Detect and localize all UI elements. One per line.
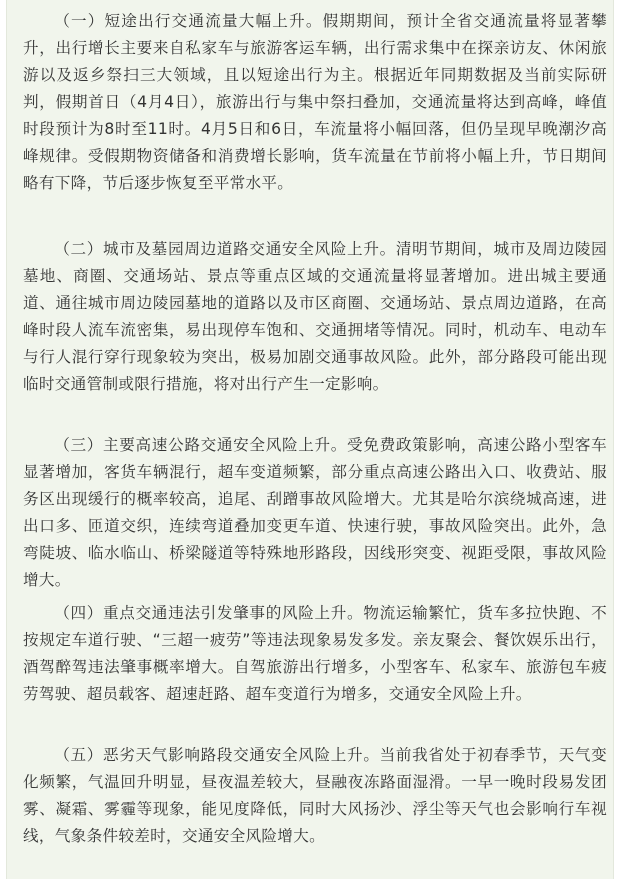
- paragraph-short-trip-traffic: （一）短途出行交通流量大幅上升。假期期间，预计全省交通流量将显著攀升，出行增长主要来自私家车与旅游客运车辆，出行需求集中在探亲访友、休闲旅游以及返乡祭扫三大领域，且以短途出行为主。根据近年同期数据及当前实际研判，假期首日（4月4日），旅游出行与集中祭扫叠加，交通流量将达到高峰，峰值时段预计为8时至11时。4月5日和6日，车流量将小幅回落，但仍呈现早晚潮汐高峰规律。受假期物资储备和消费增长影响，货车流量在节前将小幅上升，节日期间略有下降，节后逐步恢复至平常水平。: [23, 12, 607, 192]
- article-card: [6, 0, 614, 879]
- paragraph-city-cemetery-roads: （二）城市及墓园周边道路交通安全风险上升。清明节期间，城市及周边陵园墓地、商圈、交通场站、景点等重点区域的交通流量将显著增加。进出城主要通道、通往城市周边陵园墓地的道路以及市区商圈、交通场站、景点周边道路，在高峰时段人流车流密集，易出现停车饱和、交通拥堵等情况。同时，机动车、电动车与行人混行穿行现象较为突出，极易加剧交通事故风险。此外，部分路段可能出现临时交通管制或限行措施，将对出行产生一定影响。: [23, 240, 607, 393]
- paragraph-bad-weather: （五）恶劣天气影响路段交通安全风险上升。当前我省处于初春季节，天气变化频繁，气温回升明显，昼夜温差较大，昼融夜冻路面湿滑。一早一晚时段易发团雾、凝霜、雾霾等现象，能见度降低，同时大风扬沙、浮尘等天气也会影响行车视线，气象条件较差时，交通安全风险增大。: [23, 746, 607, 845]
- paragraph-highway-risk: （三）主要高速公路交通安全风险上升。受免费政策影响，高速公路小型客车显著增加，客货车辆混行，超车变道频繁，部分重点高速公路出入口、收费站、服务区出现缓行的概率较高，追尾、刮蹭事故风险增大。尤其是哈尔滨绕城高速，进出口多、匝道交织，连续弯道叠加变更车道、快速行驶，事故风险突出。此外，急弯陡坡、临水临山、桥梁隧道等特殊地形路段，因线形突变、视距受限，事故风险增大。: [23, 436, 607, 589]
- paragraph-traffic-violations: （四）重点交通违法引发肇事的风险上升。物流运输繁忙，货车多拉快跑、不按规定车道行驶、“三超一疲劳”等违法现象易发多发。亲友聚会、餐饮娱乐出行，酒驾醉驾违法肇事概率增大。自驾旅游出行增多，小型客车、私家车、旅游包车疲劳驾驶、超员载客、超速赶路、超车变道行为增多，交通安全风险上升。: [23, 604, 607, 703]
